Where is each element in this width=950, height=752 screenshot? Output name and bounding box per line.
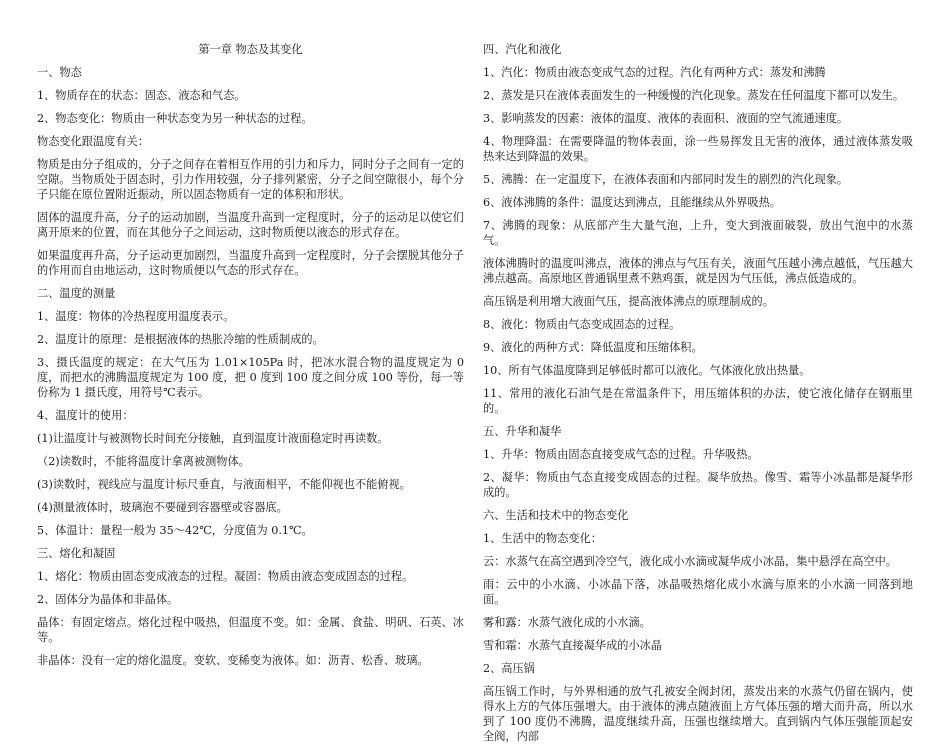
left-paragraph: 3、摄氏温度的规定：在大气压为 1.01×105Pa 时，把冰水混合物的温度规定为 0 度，而把水的沸腾温度规定为 100 度，把 0 度到 100 度之间分成 100 等份，每一等份称为 1 摄氏度，用符号℃表示。 (37, 356, 464, 399)
left-paragraph: （2)读数时，不能将温度计拿离被测物体。 (37, 455, 250, 468)
left-paragraph: 物态变化跟温度有关： (37, 135, 149, 148)
left-column-body (37, 65, 464, 668)
left-paragraph: 4、温度计的使用： (37, 409, 134, 422)
right-paragraph: 五、升华和凝华 (483, 425, 562, 438)
right-paragraph: 六、生活和技术中的物态变化 (483, 509, 629, 522)
right-paragraph: 4、物理降温：在需要降温的物体表面，涂一些易挥发且无害的液体，通过液体蒸发吸热来达到降温的效果。 (483, 135, 913, 163)
right-paragraph: 1、升华：物质由固态直接变成气态的过程。升华吸热。 (483, 448, 759, 461)
left-paragraph: 5、体温计：量程一般为 35～42℃，分度值为 0.1℃。 (37, 524, 313, 537)
right-paragraph: 8、液化：物质由气态变成固态的过程。 (483, 318, 681, 331)
right-paragraph: 云：水蒸气在高空遇到冷空气，液化成小水滴或凝华成小冰晶，集中悬浮在高空中。 (483, 555, 897, 568)
chapter-title: 第一章 物态及其变化 (198, 43, 303, 56)
left-paragraph: 晶体：有固定熔点。熔化过程中吸热，但温度不变。如：金属、食盐、明矾、石英、冰等。 (37, 616, 464, 644)
left-paragraph: 二、温度的测量 (37, 287, 116, 300)
right-paragraph: 高压锅是利用增大液面气压，提高液体沸点的原理制成的。 (483, 295, 774, 308)
right-paragraph: 2、凝华：物质由气态直接变成固态的过程。凝华放热。像雪、霜等小冰晶都是凝华形成的。 (483, 471, 913, 499)
left-paragraph: 2、物态变化：物质由一种状态变为另一种状态的过程。 (37, 112, 313, 125)
left-paragraph: 三、熔化和凝固 (37, 547, 116, 560)
left-paragraph: 固体的温度升高，分子的运动加剧，当温度升高到一定程度时，分子的运动足以使它们离开原来的位置，而在其他分子之间运动，这时物质便以液态的形式存在。 (37, 211, 464, 239)
right-paragraph: 2、蒸发是只在液体表面发生的一种缓慢的汽化现象。蒸发在任何温度下都可以发生。 (483, 89, 905, 102)
right-paragraph: 9、液化的两种方式：降低温度和压缩体积。 (483, 341, 703, 354)
left-paragraph: (4)测量液体时，玻璃泡不要碰到容器壁或容器底。 (37, 501, 288, 514)
right-paragraph: 1、汽化：物质由液态变成气态的过程。汽化有两种方式：蒸发和沸腾 (483, 66, 826, 79)
left-paragraph: 1、物质存在的状态：固态、液态和气态。 (37, 89, 246, 102)
right-paragraph: 1、生活中的物态变化： (483, 532, 602, 545)
left-column (37, 42, 464, 676)
right-paragraph: 7、沸腾的现象：从底部产生大量气泡，上升，变大到液面破裂，放出气泡中的水蒸气。 (483, 219, 913, 247)
left-paragraph: 2、固体分为晶体和非晶体。 (37, 593, 179, 606)
left-paragraph: 一、物态 (37, 66, 82, 79)
right-paragraph: 3、影响蒸发的因素：液体的温度、液体的表面积、液面的空气流通速度。 (483, 112, 849, 125)
right-paragraph: 雾和露：水蒸气液化成的小水滴。 (483, 616, 651, 629)
left-paragraph: 物质是由分子组成的，分子之间存在着相互作用的引力和斥力，同时分子之间有一定的空隙。当物质处于固态时，引力作用较强，分子排列紧密，分子之间空隙很小，每个分子只能在原位置附近振动，所以固态物质有一定的体积和形状。 (37, 158, 464, 201)
right-paragraph: 雪和霜：水蒸气直接凝华成的小冰晶 (483, 639, 663, 652)
right-column (483, 42, 913, 752)
right-paragraph: 2、高压锅 (483, 662, 535, 675)
right-paragraph: 10、所有气体温度降到足够低时都可以液化。气体液化放出热量。 (483, 364, 811, 377)
left-paragraph: (3)读数时，视线应与温度计标尺垂直，与液面相平，不能仰视也不能俯视。 (37, 478, 411, 491)
right-column-body (483, 42, 913, 744)
right-paragraph: 高压锅工作时，与外界相通的放气孔被安全阀封闭，蒸发出来的水蒸气仍留在锅内，使得水上方的气体压强增大。由于液体的沸点随液面上方气体压强的增大而升高，所以水到了 100 度仍不沸腾，温度继续升高，压强也继续增大。直到锅内气体压强能顶起安全阀，内部 (483, 685, 913, 743)
left-paragraph: 非晶体：没有一定的熔化温度。变软、变稀变为液体。如：沥青、松香、玻璃。 (37, 654, 429, 667)
left-paragraph: 1、温度：物体的冷热程度用温度表示。 (37, 310, 235, 323)
right-paragraph: 6、液体沸腾的条件：温度达到沸点，且能继续从外界吸热。 (483, 196, 781, 209)
right-paragraph: 11、常用的液化石油气是在常温条件下，用压缩体积的办法，使它液化储存在钢瓶里的。 (483, 387, 913, 415)
right-paragraph: 雨：云中的小水滴、小冰晶下落，冰晶吸热熔化成小水滴与原来的小水滴一同落到地面。 (483, 578, 913, 606)
left-paragraph: 2、温度计的原理：是根据液体的热胀冷缩的性质制成的。 (37, 333, 324, 346)
left-paragraph: 如果温度再升高，分子运动更加剧烈，当温度升高到一定程度时，分子会摆脱其他分子的作用而自由地运动，这时物质便以气态的形式存在。 (37, 249, 464, 277)
left-paragraph: (1)让温度计与被测物长时间充分接触，直到温度计液面稳定时再读数。 (37, 432, 389, 445)
left-paragraph: 1、熔化：物质由固态变成液态的过程。凝固：物质由液态变成固态的过程。 (37, 570, 414, 583)
right-paragraph: 四、汽化和液化 (483, 43, 562, 56)
right-paragraph: 5、沸腾：在一定温度下，在液体表面和内部同时发生的剧烈的汽化现象。 (483, 173, 849, 186)
right-paragraph: 液体沸腾时的温度叫沸点，液体的沸点与气压有关，液面气压越小沸点越低，气压越大沸点越高。高原地区普通锅里煮不熟鸡蛋，就是因为气压低，沸点低造成的。 (483, 257, 913, 285)
